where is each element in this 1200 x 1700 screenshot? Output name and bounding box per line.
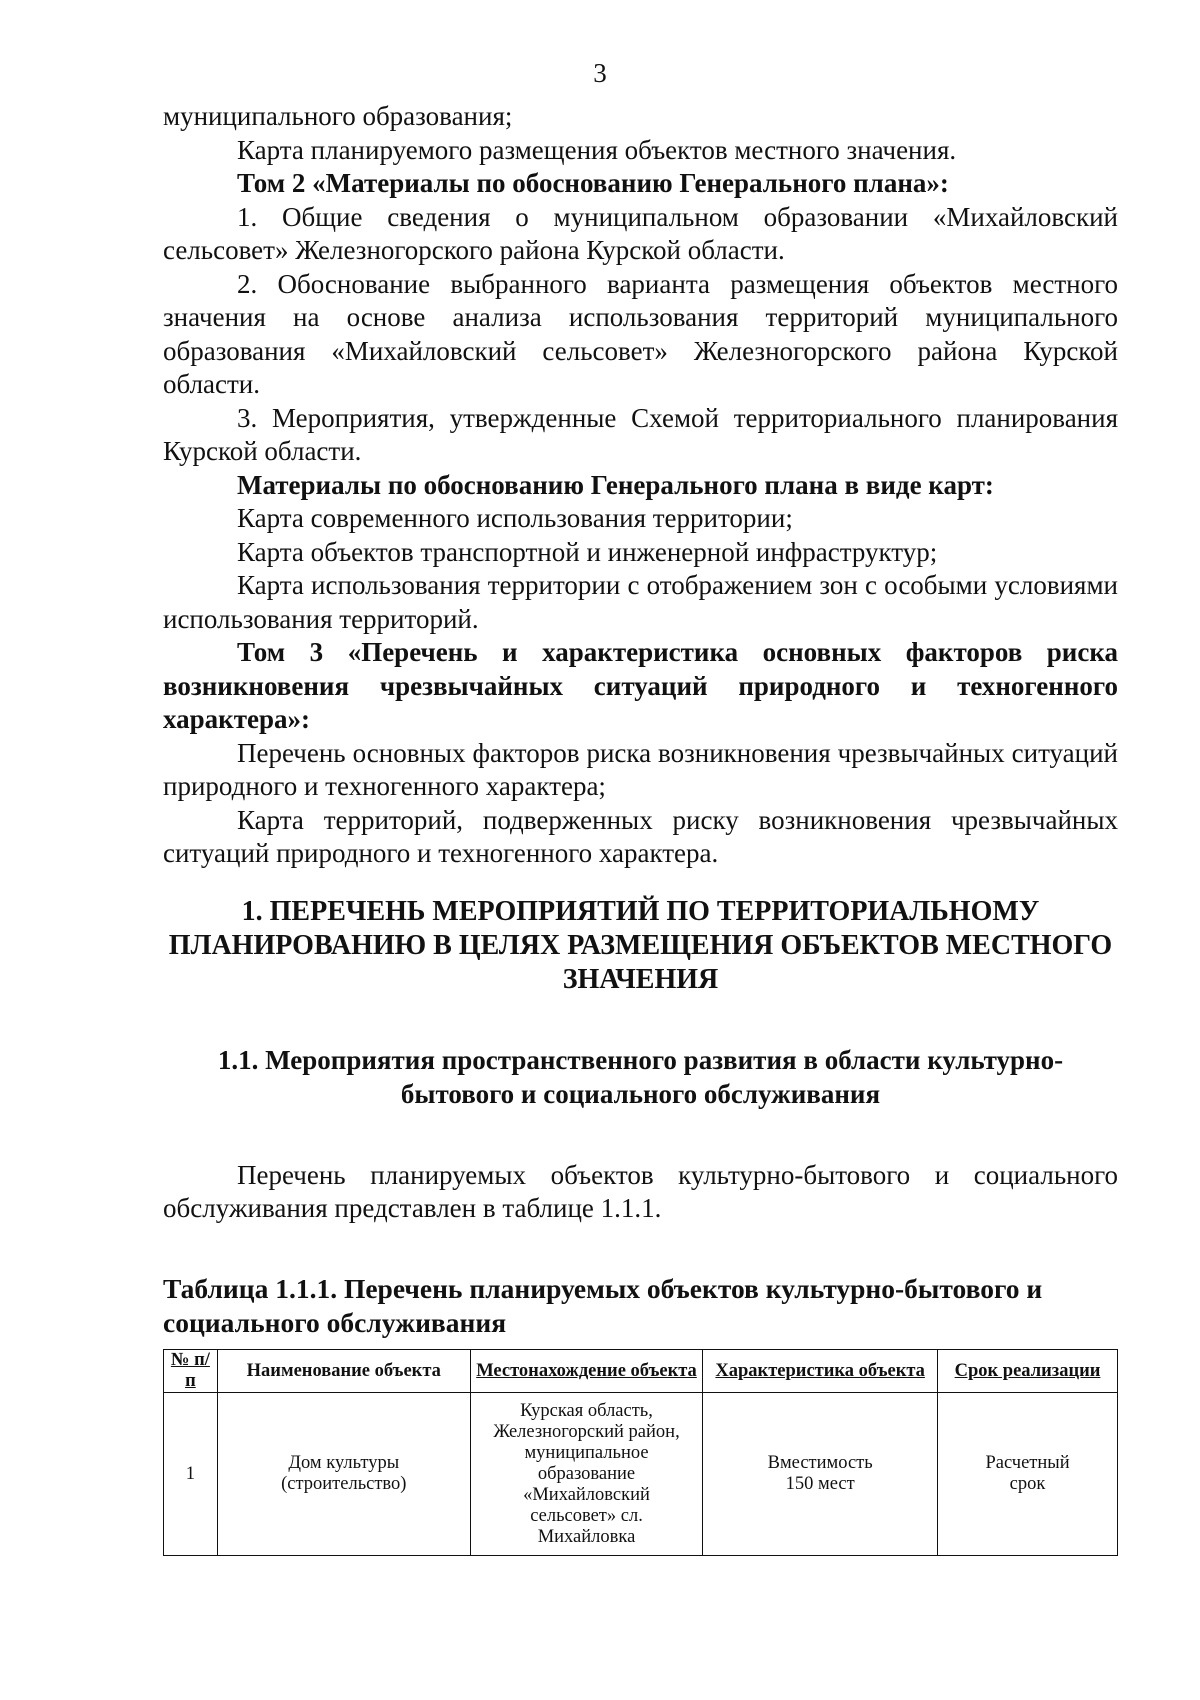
paragraph: 3. Мероприятия, утвержденные Схемой территориального планирования Курской области.	[163, 402, 1118, 466]
paragraph: Карта использования территории с отображением зон с особыми условиями использования территорий.	[163, 570, 1118, 634]
document-body	[163, 100, 1118, 1340]
header-num: № п/п	[164, 1350, 218, 1393]
cell-term: Расчетный срок	[938, 1393, 1118, 1556]
subsection-heading: 1.1. Мероприятия пространственного развития в области культурно-бытового и социального обслуживания	[217, 1044, 1064, 1109]
paragraph: Карта объектов транспортной и инженерной инфраструктур;	[237, 536, 938, 567]
paragraph: 2. Обоснование выбранного варианта размещения объектов местного значения на основе анализа использования территорий муниципального образования «Михайловский сельсовет» Железногорского района Курской области.	[163, 268, 1118, 399]
cell-characteristic: Вместимость 150 мест	[703, 1393, 938, 1556]
maps-heading: Материалы по обоснованию Генерального плана в виде карт:	[237, 469, 994, 500]
objects-table	[163, 1349, 1118, 1556]
table-caption: Таблица 1.1.1. Перечень планируемых объектов культурно-бытового и социального обслуживания	[163, 1272, 1043, 1338]
volume-heading: Том 3 «Перечень и характеристика основных факторов риска возникновения чрезвычайных ситуаций природного и техногенного характера»:	[163, 637, 1118, 734]
header-name: Наименование объекта	[217, 1350, 470, 1393]
cell-num: 1	[164, 1393, 218, 1556]
paragraph: 1. Общие сведения о муниципальном образовании «Михайловский сельсовет» Железногорского района Курской области.	[163, 201, 1118, 265]
table-row	[164, 1393, 1118, 1556]
section-heading: 1. ПЕРЕЧЕНЬ МЕРОПРИЯТИЙ ПО ТЕРРИТОРИАЛЬНОМУ ПЛАНИРОВАНИЮ В ЦЕЛЯХ РАЗМЕЩЕНИЯ ОБЪЕКТОВ МЕСТНОГО ЗНАЧЕНИЯ	[168, 895, 1113, 995]
intro-paragraph: Перечень планируемых объектов культурно-бытового и социального обслуживания представлен в таблице 1.1.1.	[163, 1159, 1118, 1223]
table-header-row	[164, 1350, 1118, 1393]
paragraph: Карта планируемого размещения объектов местного значения.	[237, 134, 957, 165]
header-location: Местонахождение объекта	[470, 1350, 703, 1393]
cell-name: Дом культуры (строительство)	[217, 1393, 470, 1556]
volume-heading: Том 2 «Материалы по обоснованию Генерального плана»:	[237, 168, 949, 198]
page-number: 3	[593, 58, 607, 88]
paragraph: Карта территорий, подверженных риску возникновения чрезвычайных ситуаций природного и техногенного характера.	[163, 804, 1118, 868]
header-term: Срок реализации	[938, 1350, 1118, 1393]
paragraph: муниципального образования;	[163, 101, 513, 131]
header-characteristic: Характеристика объекта	[703, 1350, 938, 1393]
cell-location: Курская область, Железногорский район, муниципальное образование «Михайловский сельсовет» сл. Михайловка	[470, 1393, 703, 1556]
paragraph: Перечень основных факторов риска возникновения чрезвычайных ситуаций природного и техногенного характера;	[163, 737, 1118, 801]
paragraph: Карта современного использования территории;	[237, 503, 793, 533]
